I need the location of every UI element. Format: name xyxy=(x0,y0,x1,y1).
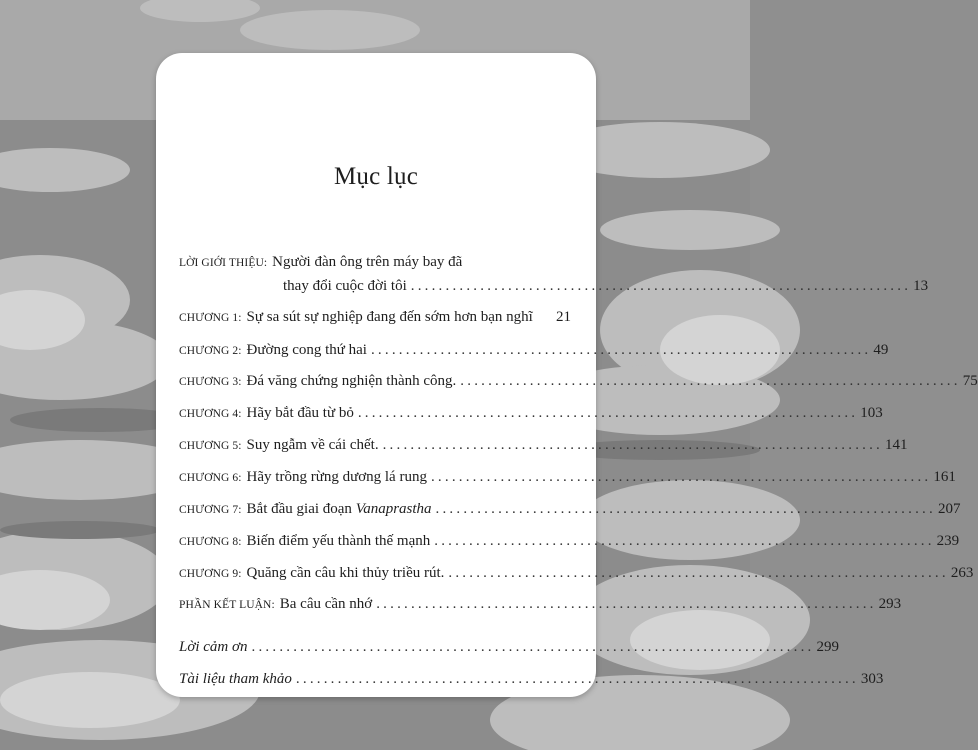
toc-entry-label: LỜI GIỚI THIỆU: xyxy=(179,257,268,269)
toc-list xyxy=(156,53,978,697)
toc-entry-title: Lời cảm ơn xyxy=(179,639,248,655)
dot-leader: ........................................................................ xyxy=(410,278,912,294)
toc-entry-label: CHƯƠNG 7: xyxy=(179,504,242,516)
toc-entry-chapter-4[interactable] xyxy=(179,405,883,427)
toc-entry-references[interactable] xyxy=(179,671,884,693)
dot-leader: ........................................................................ xyxy=(434,533,935,549)
table-of-contents-card xyxy=(156,53,978,697)
dot-leader: ........................................................................ xyxy=(435,501,936,517)
toc-entry-title-italic: Vanaprastha xyxy=(355,501,432,517)
toc-entry-title-prefix: Bắt đầu giai đoạn xyxy=(246,501,356,517)
toc-entry-title: Quăng cần câu khi thủy triều rút. xyxy=(246,565,445,581)
toc-entry-title: Hãy bắt đầu từ bỏ xyxy=(246,405,354,421)
toc-entry-chapter-5[interactable] xyxy=(179,437,908,459)
toc-entry-conclusion[interactable] xyxy=(179,596,902,618)
toc-entry-label: CHƯƠNG 5: xyxy=(179,440,242,452)
toc-entry-label: CHƯƠNG 9: xyxy=(179,568,242,580)
toc-entry-label: CHƯƠNG 8: xyxy=(179,536,242,548)
toc-entry-title: Hãy trồng rừng dương lá rung xyxy=(246,469,427,485)
toc-entry-label: CHƯƠNG 1: xyxy=(179,312,242,324)
toc-entry-title: Ba câu cần nhớ xyxy=(279,596,373,612)
dot-leader: ........................................................................ xyxy=(370,342,872,358)
dot-leader: ........................................................................ xyxy=(448,565,949,581)
toc-entry-page: 263 xyxy=(950,565,974,581)
toc-entry-title: Đá văng chứng nghiện thành công. xyxy=(246,373,457,389)
toc-entry-label: PHẦN KẾT LUẬN: xyxy=(179,599,275,611)
toc-entry-chapter-6[interactable] xyxy=(179,469,956,491)
toc-entry-intro-continued[interactable] xyxy=(283,278,929,300)
toc-entry-page: 103 xyxy=(860,405,883,421)
toc-entry-title: Người đàn ông trên máy bay đã xyxy=(272,254,463,270)
dot-leader: ................................................................................. xyxy=(251,639,815,655)
toc-entry-label: CHƯƠNG 3: xyxy=(179,376,242,388)
toc-entry-intro[interactable] xyxy=(179,254,571,276)
toc-entry-page: 13 xyxy=(913,278,929,294)
toc-entry-page: 141 xyxy=(885,437,908,453)
dot-leader: ........................................................................ xyxy=(430,469,932,485)
dot-leader: ........................................................................ xyxy=(382,437,883,453)
toc-entry-chapter-8[interactable] xyxy=(179,533,960,555)
dot-leader: ........................................................................ xyxy=(460,373,961,389)
toc-entry-page: 239 xyxy=(936,533,960,549)
toc-entry-page: 207 xyxy=(937,501,961,517)
toc-entry-title: Sự sa sút sự nghiệp đang đến sớm hơn bạn nghĩ xyxy=(246,309,533,325)
toc-entry-chapter-7[interactable] xyxy=(179,501,961,523)
toc-entry-label: CHƯƠNG 2: xyxy=(179,345,242,357)
toc-entry-label: CHƯƠNG 4: xyxy=(179,408,242,420)
toc-entry-label: CHƯƠNG 6: xyxy=(179,472,242,484)
toc-entry-chapter-1[interactable] xyxy=(179,309,571,331)
toc-entry-acknowledgements[interactable] xyxy=(179,639,839,661)
toc-entry-chapter-9[interactable] xyxy=(179,565,974,587)
toc-entry-chapter-2[interactable] xyxy=(179,342,889,364)
toc-entry-page: 293 xyxy=(878,596,902,612)
toc-entry-chapter-3[interactable] xyxy=(179,373,978,395)
toc-entry-title: Tài liệu tham khảo xyxy=(179,671,292,687)
dot-leader: ........................................................................ xyxy=(357,405,859,421)
toc-entry-page: 303 xyxy=(860,671,884,687)
toc-entry-title: thay đổi cuộc đời tôi xyxy=(283,278,407,294)
toc-entry-page: 21 xyxy=(556,309,571,325)
toc-entry-title: Suy ngẫm về cái chết. xyxy=(246,437,379,453)
toc-entry-title: Đường cong thứ hai xyxy=(246,342,367,358)
toc-entry-page: 161 xyxy=(933,469,956,485)
dot-leader: ................................................................................. xyxy=(295,671,859,687)
toc-entry-page: 75 xyxy=(962,373,978,389)
toc-entry-title: Biến điểm yếu thành thế mạnh xyxy=(246,533,431,549)
toc-entry-page: 49 xyxy=(873,342,889,358)
toc-entry-title xyxy=(247,501,432,518)
toc-entry-page: 299 xyxy=(816,639,839,655)
dot-leader: ........................................................................ xyxy=(376,596,877,612)
page-title: Mục lục xyxy=(333,163,419,190)
